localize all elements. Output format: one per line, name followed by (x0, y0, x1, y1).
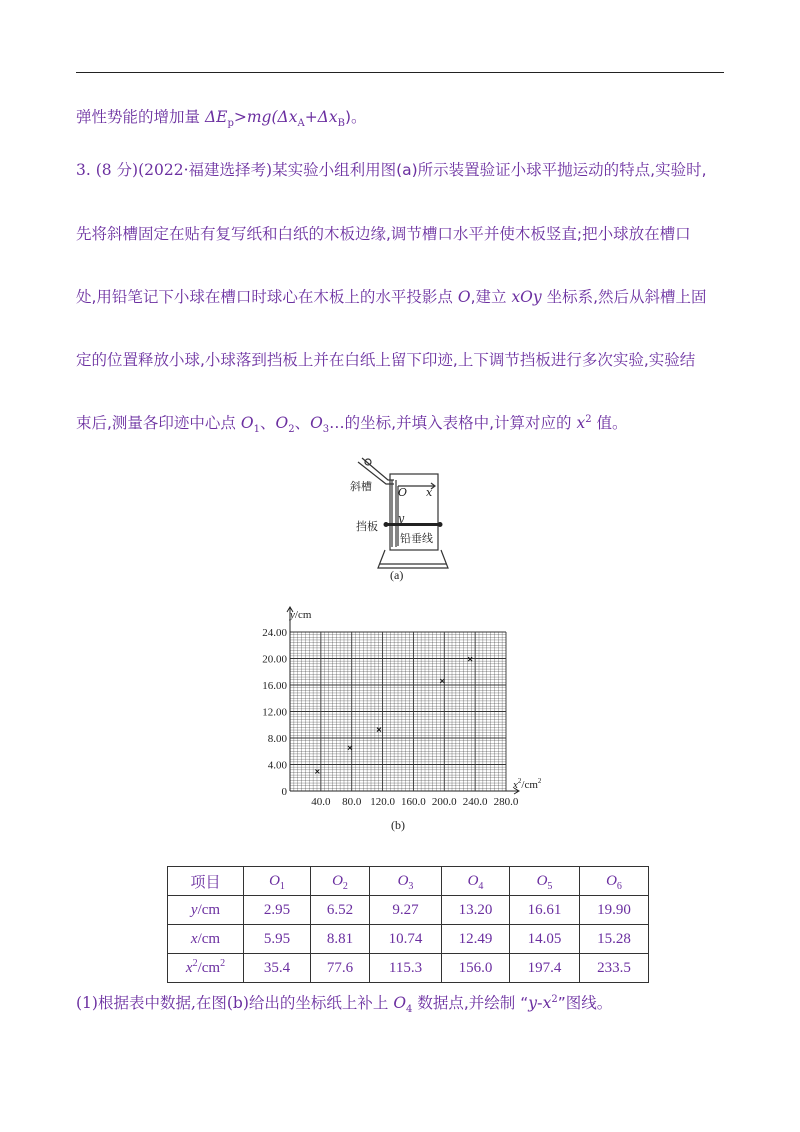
axes (287, 607, 519, 794)
label-y: y (398, 512, 405, 525)
table-header-row (168, 867, 649, 896)
q1-var-y: y (528, 994, 537, 1012)
data-points (315, 657, 472, 773)
data-table (167, 866, 649, 983)
row-x2-var: x (185, 959, 193, 976)
q1-sub-4: 4 (406, 1004, 413, 1016)
var-o1: O (240, 414, 254, 432)
header-o1-var: O (269, 872, 280, 889)
x-axis-label (512, 777, 542, 791)
var-xoy: xOy (511, 288, 542, 306)
var-x: x (576, 414, 586, 432)
label-x: x (426, 486, 433, 499)
line5-text-c: 值。 (591, 414, 628, 432)
table-row (168, 896, 649, 925)
var-o: O (457, 288, 471, 306)
table-cell: 156.0 (442, 954, 510, 983)
sub-b: B (337, 118, 345, 130)
question-3-line-5 (76, 412, 736, 434)
label-plumb: 铅垂线 (400, 532, 433, 545)
x-axis-label-unit-sup: 2 (537, 777, 542, 785)
y-axis-label-var: y (290, 609, 295, 621)
header-o6-var: O (606, 872, 617, 889)
q1-var-x: x (542, 994, 552, 1012)
table-cell: 8.81 (311, 925, 370, 954)
baffle-knob-left (384, 522, 389, 527)
line3-text-b: ,建立 (470, 288, 512, 306)
header-rule (76, 72, 724, 73)
row-x-label (168, 925, 244, 954)
table-cell: 16.61 (510, 896, 580, 925)
figure-a-apparatus (340, 452, 460, 582)
line2-text: 先将斜槽固定在贴有复写纸和白纸的木板边缘,调节槽口水平并使木板竖直;把小球放在槽口 (76, 225, 691, 243)
table-cell: 15.28 (580, 925, 649, 954)
y-tick-label: 8.00 (267, 733, 287, 745)
table-cell: 10.74 (370, 925, 442, 954)
row-x-unit: /cm (197, 930, 221, 947)
header-o4 (442, 867, 510, 896)
q1-dash: - (537, 994, 543, 1012)
table-cell: 9.27 (370, 896, 442, 925)
header-o1 (244, 867, 311, 896)
data-point (348, 746, 352, 750)
row-y-label (168, 896, 244, 925)
x-tick-label: 280.0 (493, 796, 519, 808)
q1-text-b: 数据点,并绘制 “ (412, 994, 529, 1012)
row-x2-unit: /cm (197, 959, 221, 976)
x-tick-label: 40.0 (311, 796, 331, 808)
table-cell: 6.52 (311, 896, 370, 925)
q1-sup: 2 (551, 993, 558, 1005)
x-axis-label-var: x (513, 779, 518, 791)
sub-2: 2 (288, 424, 295, 436)
sep-1: 、 (259, 414, 276, 432)
var-o3: O (310, 414, 323, 432)
data-point (377, 728, 381, 732)
row-x2-sup: 2 (192, 957, 198, 969)
caption-b: (b) (391, 818, 405, 832)
var-o2: O (275, 414, 289, 432)
sup-2: 2 (585, 413, 592, 425)
row-y-unit: /cm (197, 901, 221, 918)
text-line-0 (76, 106, 736, 128)
table-cell: 13.20 (442, 896, 510, 925)
header-label: 项目 (168, 867, 244, 896)
stand (378, 550, 448, 568)
q1-text-c: ”图线。 (557, 994, 613, 1012)
header-o1-sub: 1 (279, 880, 285, 892)
sub-p: p (227, 118, 234, 130)
header-o5 (510, 867, 580, 896)
line5-text-b: …的坐标,并填入表格中,计算对应的 (329, 414, 577, 432)
header-o2-sub: 2 (342, 880, 348, 892)
table-cell: 197.4 (510, 954, 580, 983)
x-tick-label: 240.0 (462, 796, 488, 808)
line1-text: 某实验小组利用图(a)所示装置验证小球平抛运动的特点,实验时, (272, 161, 707, 179)
y-axis-label-unit: /cm (294, 609, 312, 621)
line0-end: )。 (344, 108, 367, 126)
table-cell: 19.90 (580, 896, 649, 925)
x-tick-label: 120.0 (370, 796, 395, 808)
label-plate: 挡板 (356, 520, 378, 533)
question-3-line-4 (76, 349, 736, 371)
label-o: O (398, 486, 408, 499)
grid (290, 632, 506, 791)
line3-text-a: 处,用铅笔记下小球在槽口时球心在木板上的水平投影点 (76, 288, 458, 306)
y-tick-label: 24.00 (262, 627, 287, 639)
header-o5-sub: 5 (547, 880, 553, 892)
line3-text-c: 坐标系,然后从斜槽上固 (541, 288, 707, 306)
tick-labels (262, 627, 519, 808)
label-chute: 斜槽 (350, 480, 372, 493)
table-row (168, 954, 649, 983)
question-3-line-1 (76, 159, 736, 181)
row-x2-unit-sup: 2 (220, 957, 226, 969)
header-o2-var: O (332, 872, 343, 889)
sep-2: 、 (294, 414, 311, 432)
header-o3 (370, 867, 442, 896)
table-cell: 77.6 (311, 954, 370, 983)
caption-a: (a) (390, 568, 404, 582)
sub-a: A (297, 118, 305, 130)
table-row (168, 925, 649, 954)
formula-plus: +Δx (304, 108, 338, 126)
y-tick-label: 0 (281, 786, 287, 798)
x-tick-label: 80.0 (342, 796, 362, 808)
header-o3-var: O (397, 872, 409, 889)
y-tick-label: 20.00 (262, 653, 287, 666)
subquestion-1 (76, 992, 736, 1014)
y-tick-label: 4.00 (267, 759, 287, 772)
line4-text: 定的位置释放小球,小球落到挡板上并在白纸上留下印迹,上下调节挡板进行多次实验,实验结 (76, 351, 696, 369)
q1-var-o: O (393, 994, 407, 1012)
chart-y-x2 (250, 600, 570, 820)
q1-text-a: (1)根据表中数据,在图(b)给出的坐标纸上补上 (76, 994, 394, 1012)
line0-text: 弹性势能的增加量 (76, 108, 205, 126)
header-o2 (311, 867, 370, 896)
sub-1: 1 (253, 424, 260, 436)
header-o3-sub: 3 (408, 880, 414, 892)
x-axis-label-sup: 2 (517, 777, 522, 785)
x-axis-label-unit: /cm (521, 779, 538, 791)
x-tick-label: 160.0 (401, 796, 426, 808)
question-3-line-3 (76, 286, 736, 308)
y-tick-label: 16.00 (262, 680, 287, 692)
table-cell: 2.95 (244, 896, 311, 925)
table-cell: 14.05 (510, 925, 580, 954)
table-cell: 35.4 (244, 954, 311, 983)
baffle-knob (438, 522, 443, 527)
header-o4-sub: 4 (478, 880, 484, 892)
question-number: 3. (8 分)(2022·福建选择考) (76, 161, 273, 179)
row-x2-label (168, 954, 244, 983)
row-y-var: y (190, 901, 198, 918)
row-x-var: x (190, 930, 198, 947)
y-tick-label: 12.00 (262, 706, 287, 719)
line5-text-a: 束后,测量各印迹中心点 (76, 414, 241, 432)
table-cell: 5.95 (244, 925, 311, 954)
sub-3: 3 (322, 424, 330, 436)
data-point (468, 657, 472, 661)
formula-delta-e: ΔE (204, 108, 228, 126)
header-o4-var: O (467, 872, 479, 889)
x-tick-label: 200.0 (431, 796, 457, 808)
y-axis-label (289, 609, 312, 621)
table-cell: 115.3 (370, 954, 442, 983)
table-cell: 233.5 (580, 954, 649, 983)
header-o5-var: O (536, 872, 548, 889)
data-point (315, 769, 319, 773)
table-cell: 12.49 (442, 925, 510, 954)
header-o6 (580, 867, 649, 896)
formula-mg: >mg(Δx (233, 108, 298, 126)
header-o6-sub: 6 (616, 880, 622, 892)
baffle-plate (385, 523, 441, 526)
question-3-line-2 (76, 223, 736, 245)
